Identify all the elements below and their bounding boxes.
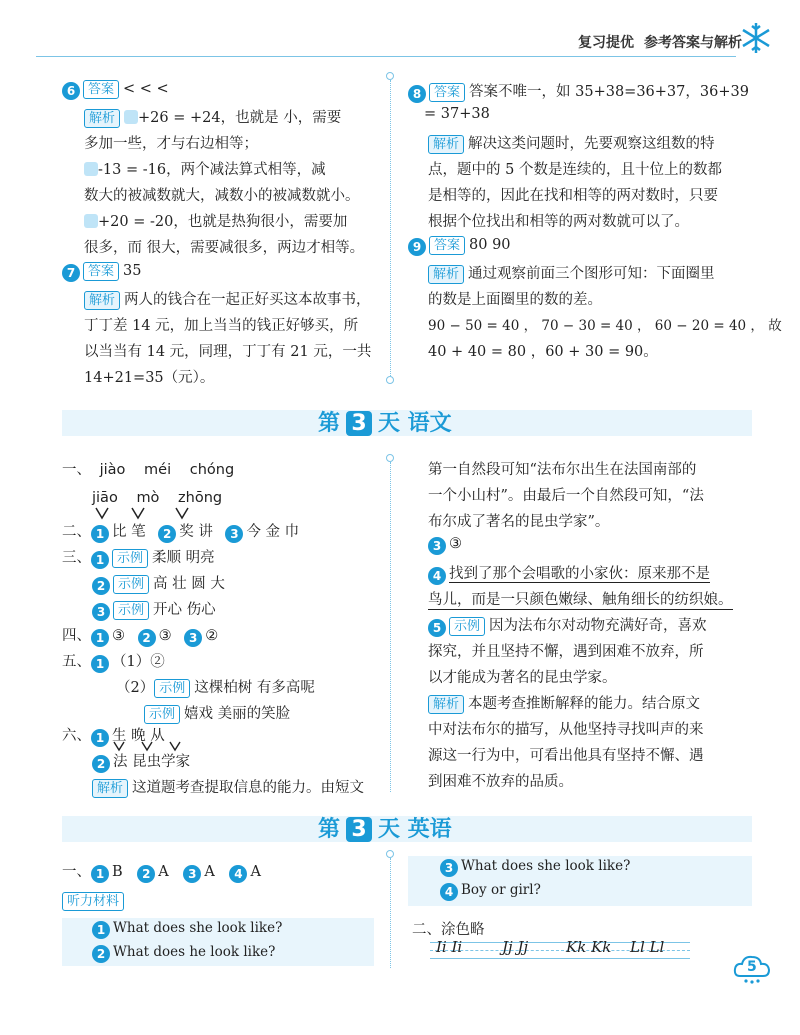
q7-number: 7 — [62, 264, 80, 282]
header-rule — [36, 56, 736, 57]
hotdog-icon — [84, 214, 98, 228]
analysis-tag: 解析 — [92, 779, 128, 798]
analysis-tag: 解析 — [84, 109, 120, 128]
analysis-tag: 解析 — [84, 291, 120, 310]
q9-explain-line4: 40 + 40 = 80 ，60 + 30 = 90。 — [428, 344, 658, 360]
q6-explain-line6: 很多，而 很大，需要减很多，两边才相等。 — [84, 240, 365, 256]
q7-explain-line4: 14+21=35（元）。 — [84, 370, 215, 386]
q9-explain-line3: 90 − 50 = 40 ， 70 − 30 = 40 ， 60 − 20 = 40 ， 故 — [428, 318, 782, 334]
listening-tag: 听力材料 — [62, 892, 124, 911]
divider-dot — [386, 454, 394, 462]
q8-answer-line2: = 37+38 — [424, 106, 490, 122]
letter-ll: Ll Ll — [630, 938, 665, 956]
english-section-title: 第 3 天 英语 — [318, 817, 452, 842]
chinese-r-q4a: 4 找到了那个会唱歌的小家伙：原来那不是 — [428, 562, 710, 585]
star-icon — [124, 110, 138, 124]
chinese-r-explain1: 解析 本题考查推断解释的能力。结合原文 — [428, 692, 700, 714]
column-divider-middle — [390, 462, 391, 792]
q9-answer: 80 90 — [469, 237, 511, 253]
snowflake-icon — [738, 20, 774, 56]
q9-number: 9 — [408, 238, 426, 256]
chinese-r-line1: 第一自然段可知“法布尔出生在法国南部的 — [428, 462, 697, 478]
q6-explain-line1: 解析 +26 = +24，也就是 小，需要 — [84, 106, 341, 128]
page-header — [0, 20, 800, 60]
letter-writing-lines — [430, 938, 690, 962]
q6-explain-line4: 数大的被减数就大，减数小的被减数就小。 — [84, 188, 360, 204]
chinese-r-q5b: 探究，并且坚持不懈，遇到困难不放弃，所 — [428, 644, 704, 660]
q6-explain-line2: 多加一些，才与右边相等； — [84, 136, 258, 152]
letter-jj: Jj Jj — [502, 938, 529, 956]
answer-tag: 答案 — [429, 236, 465, 255]
chinese-s3-item3: 3 示例 开心 伤心 — [92, 598, 216, 621]
analysis-tag: 解析 — [428, 265, 464, 284]
letter-ii: Ii Ii — [436, 938, 463, 956]
chinese-s6-item2: 2 法 昆虫学家 — [92, 750, 190, 773]
q7-explain-line2: 丁丁差 14 元，加上当当的钱正好够买，所 — [84, 318, 359, 334]
chinese-r-line3: 布尔成了著名的昆虫学家”。 — [428, 514, 610, 530]
column-divider-bottom — [390, 858, 391, 968]
chinese-s1-row1: 一、 jiào méi chóng — [62, 462, 235, 478]
answer-tag: 答案 — [83, 80, 119, 99]
page-number: 5 — [747, 959, 757, 975]
chinese-s3-item2: 2 示例 高 壮 圆 大 — [92, 572, 225, 595]
q6-explain-line5: +20 = -20，也就是热狗很小，需要加 — [84, 210, 347, 231]
answer-tag: 答案 — [83, 262, 119, 281]
chinese-r-q5a: 5 示例 因为法布尔对动物充满好奇，喜欢 — [428, 614, 707, 637]
listen-item-1: 1 What does she look like? — [92, 920, 282, 939]
chinese-s3-item1: 三、 1 示例 柔顺 明亮 — [62, 550, 215, 567]
chinese-s6-explain: 解析 这道题考查提取信息的能力。由短文 — [92, 776, 364, 798]
chinese-section-title: 第 3 天 语文 — [318, 411, 452, 436]
q7-answer: 35 — [123, 263, 142, 279]
chinese-r-explain3: 源这一行为中，可看出他具有坚持不懈、遇 — [428, 748, 704, 764]
header-title: 参考答案与解析 — [644, 35, 742, 51]
listening-tag-line — [62, 892, 128, 911]
q7-explain-line1: 解析 两人的钱合在一起正好买这本故事书， — [84, 288, 371, 310]
q7-explain-line3: 以当当有 14 元，同理，丁丁有 21 元，一共 — [84, 344, 372, 360]
chinese-r-line2: 一个小山村”。由最后一个自然段可知，“法 — [428, 488, 704, 504]
listen-item-3: 3 What does she look like? — [440, 858, 630, 877]
chinese-r-q3: 3 ③ — [428, 536, 462, 555]
letter-kk: Kk Kk — [566, 938, 612, 956]
english-s2: 二、涂色略 — [412, 922, 485, 938]
divider-dot — [386, 72, 394, 80]
chinese-r-q5c: 以才能成为著名的昆虫学家。 — [428, 670, 617, 686]
q8-explain-line3: 是相等的，因此在找和相等的两对数时，只要 — [428, 188, 718, 204]
q9-explain-line1: 解析 通过观察前面三个图形可知：下面圈里 — [428, 262, 715, 284]
q8-answer-line — [408, 80, 749, 103]
header-section: 复习提优 — [578, 35, 634, 51]
q8-explain-line1: 解析 解决这类问题时，先要观察这组数的特 — [428, 132, 715, 154]
chinese-s2: 二、 1 比 笔 2 奖 讲 3 今 金 巾 — [62, 524, 300, 541]
chinese-s4: 四、 1 ③ 2 ③ 3 ② — [62, 628, 219, 645]
divider-dot — [386, 850, 394, 858]
q9-explain-line2: 的数是上面圈里的数的差。 — [428, 292, 602, 308]
q6-answer: < < < — [123, 81, 169, 97]
chinese-s6-item1: 六、 1 生 晚 从 — [62, 728, 165, 745]
chinese-s5-item2: （2） 示例 这棵柏树 有多高呢 — [116, 680, 315, 696]
chinese-s1-row2: jiāo mò zhōng — [92, 490, 223, 506]
english-s1: 一、 1 B 2 A 3 A 4 A — [62, 864, 261, 881]
q7-answer-line — [62, 262, 141, 282]
answer-tag: 答案 — [429, 83, 465, 102]
listen-item-2: 2 What does he look like? — [92, 944, 275, 963]
analysis-tag: 解析 — [428, 135, 464, 154]
chinese-r-explain4: 到困难不放弃的品质。 — [428, 774, 573, 790]
q6-explain-line3: -13 = -16，两个减法算式相等，减 — [84, 158, 326, 179]
analysis-tag: 解析 — [428, 695, 464, 714]
listen-item-4: 4 Boy or girl? — [440, 882, 541, 901]
page-number-badge — [732, 952, 772, 984]
chinese-s5-item1: 五、 1 （1）② — [62, 654, 165, 671]
chinese-r-q4b: 鸟儿，而是一只颜色嫩绿、触角细长的纺织娘。 — [428, 588, 733, 610]
pencil-icon — [84, 162, 98, 176]
q8-number: 8 — [408, 85, 426, 103]
q8-explain-line4: 根据个位找出和相等的两对数就可以了。 — [428, 214, 689, 230]
q9-answer-line — [408, 236, 511, 256]
q8-answer: 答案不唯一，如 35+38=36+37，36+39 — [469, 84, 749, 100]
check-marks — [92, 506, 212, 520]
q8-explain-line2: 点，题中的 5 个数是连续的，且十位上的数都 — [428, 162, 722, 178]
chinese-r-explain2: 中对法布尔的描写，从他坚持寻找叫声的来 — [428, 722, 704, 738]
column-divider-top — [390, 80, 391, 376]
q6-number: 6 — [62, 82, 80, 100]
chinese-s5-item3: 示例 嬉戏 美丽的笑脸 — [144, 702, 290, 724]
divider-dot — [386, 376, 394, 384]
q6-answer-line — [62, 80, 169, 100]
